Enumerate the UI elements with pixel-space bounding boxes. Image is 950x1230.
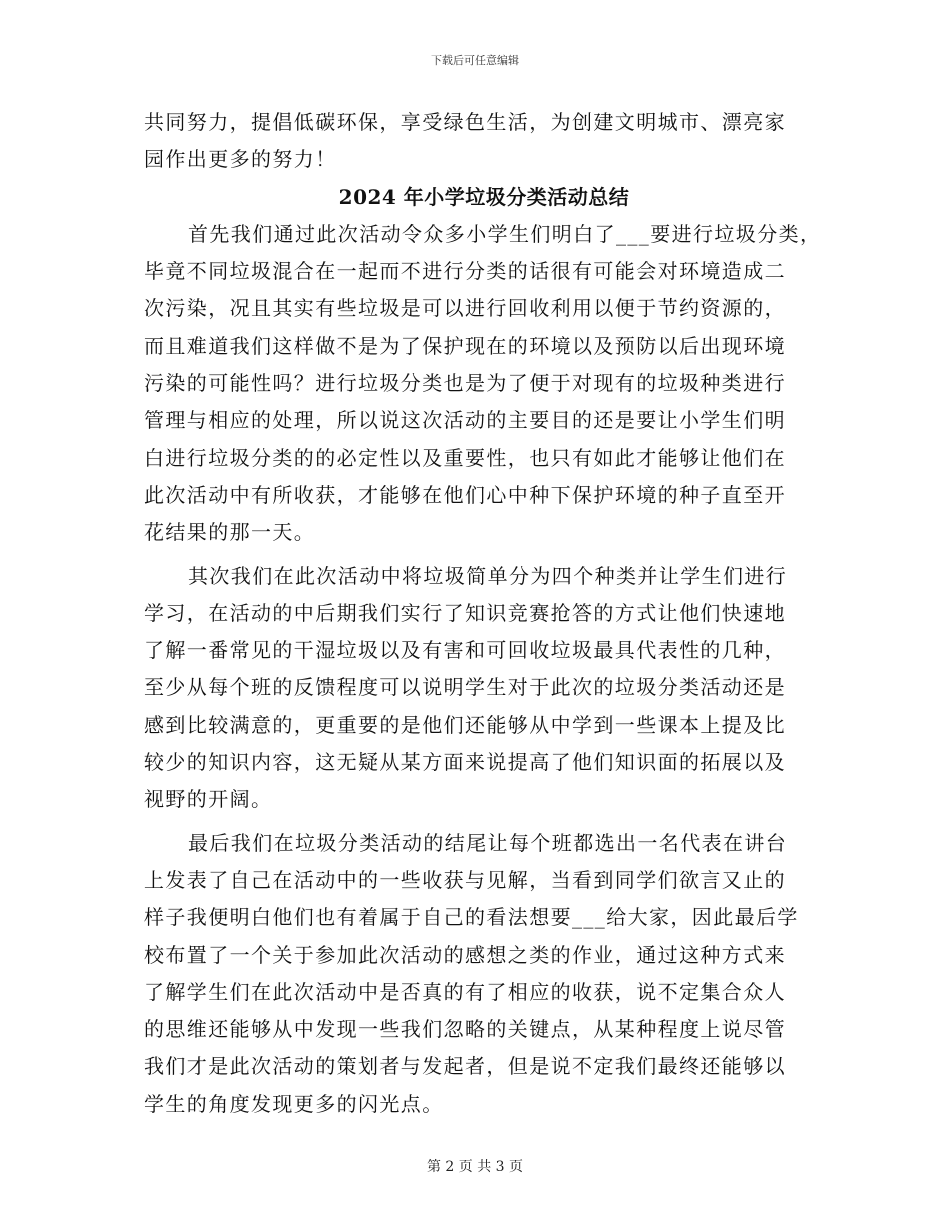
intro-line: 共同努力，提倡低碳环保，享受绿色生活，为创建文明城市、漂亮家 xyxy=(144,110,786,134)
paragraph-line: 了解学生们在此次活动中是否真的有了相应的收获，说不定集合众人 xyxy=(144,979,786,1004)
page-footer: 第 2 页 共 3 页 xyxy=(426,1159,524,1175)
paragraph-line: 了解一番常见的干湿垃圾以及有害和可回收垃圾最具代表性的几种， xyxy=(144,638,786,663)
paragraph-line: 学习，在活动的中后期我们实行了知识竞赛抢答的方式让他们快速地 xyxy=(144,600,786,625)
paragraph-line: 此次活动中有所收获，才能够在他们心中种下保护环境的种子直至开 xyxy=(144,482,786,507)
paragraph-line: 至少从每个班的反馈程度可以说明学生对于此次的垃圾分类活动还是 xyxy=(144,675,786,700)
paragraph-line: 花结果的那一天。 xyxy=(144,520,316,545)
document-body xyxy=(144,104,824,1123)
paragraph-line: 污染的可能性吗？进行垃圾分类也是为了便于对现有的垃圾种类进行 xyxy=(144,371,786,396)
paragraph-line: 上发表了自己在活动中的一些收获与见解，当看到同学们欲言又止的 xyxy=(144,867,786,892)
paragraph-line: 的思维还能够从中发现一些我们忽略的关键点，从某种程度上说尽管 xyxy=(144,1017,786,1042)
paragraph-line: 学生的角度发现更多的闪光点。 xyxy=(144,1091,444,1116)
paragraph-line: 其次我们在此次活动中将垃圾简单分为四个种类并让学生们进行 xyxy=(188,563,788,588)
paragraph-line: 感到比较满意的，更重要的是他们还能够从中学到一些课本上提及比 xyxy=(144,712,786,737)
paragraph-line: 较少的知识内容，这无疑从某方面来说提高了他们知识面的拓展以及 xyxy=(144,750,786,775)
paragraph-line: 我们才是此次活动的策划者与发起者，但是说不定我们最终还能够以 xyxy=(144,1054,786,1079)
paragraph-line: 最后我们在垃圾分类活动的结尾让每个班都选出一名代表在讲台 xyxy=(188,830,788,855)
intro-line: 园作出更多的努力！ xyxy=(144,147,337,172)
paragraph-3 xyxy=(144,825,824,1123)
paragraph-line: 视野的开阔。 xyxy=(144,787,273,812)
paragraph-line: 首先我们通过此次活动令众多小学生们明白了___要进行垃圾分类， xyxy=(188,221,822,246)
paragraph-2 xyxy=(144,558,824,819)
page-header: 下载后可任意编辑 xyxy=(431,54,519,67)
paragraph-line: 样子我便明白他们也有着属于自己的看法想要___给大家，因此最后学 xyxy=(144,905,799,930)
paragraph-line: 毕竟不同垃圾混合在一起而不进行分类的话很有可能会对环境造成二 xyxy=(144,259,786,284)
paragraph-1 xyxy=(144,216,824,552)
paragraph-line: 而且难道我们这样做不是为了保护现在的环境以及预防以后出现环境 xyxy=(144,333,786,358)
paragraph-line: 校布置了一个关于参加此次活动的感想之类的作业，通过这种方式来 xyxy=(144,942,786,967)
paragraph-line: 次污染，况且其实有些垃圾是可以进行回收利用以便于节约资源的， xyxy=(144,296,786,321)
paragraph-line: 管理与相应的处理，所以说这次活动的主要目的还是要让小学生们明 xyxy=(144,408,786,433)
paragraph-line: 白进行垃圾分类的的必定性以及重要性，也只有如此才能够让他们在 xyxy=(144,445,786,470)
document-title: 2024 年小学垃圾分类活动总结 xyxy=(338,184,630,209)
